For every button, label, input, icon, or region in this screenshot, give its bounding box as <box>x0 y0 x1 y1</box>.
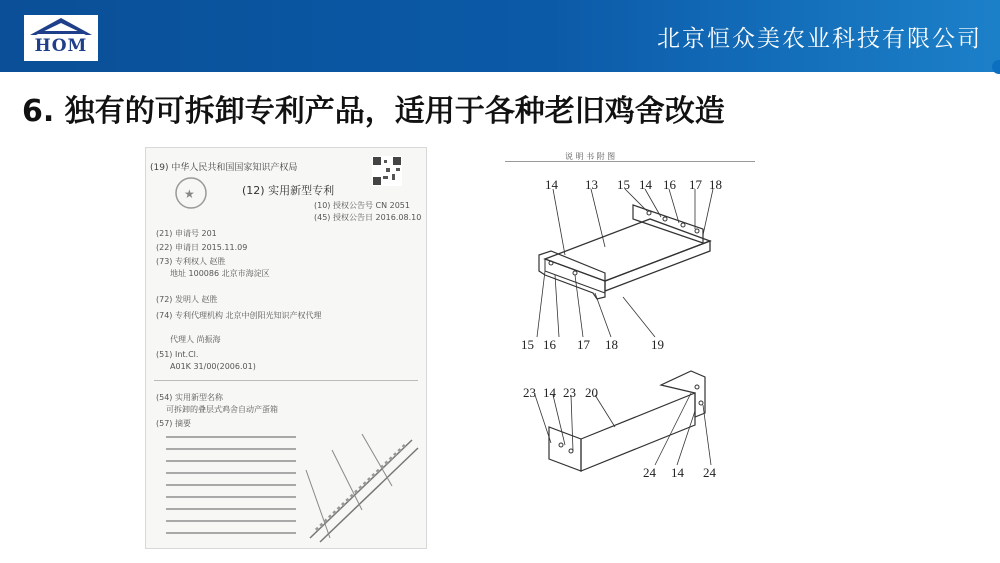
ref-label: 15 <box>521 337 534 352</box>
logo-text: HOM <box>34 36 88 56</box>
patent-drawing <box>505 147 755 547</box>
patentee: (73) 专利权人 赵胜 <box>156 257 226 266</box>
drawing-header: 说 明 书 附 图 <box>565 152 616 161</box>
grant-number: (10) 授权公告号 CN 2051 <box>314 201 410 210</box>
ref-label: 14 <box>545 177 558 192</box>
abstract-text-line <box>166 472 296 474</box>
ref-label: 23 <box>563 385 576 400</box>
abstract-text-line <box>166 520 296 522</box>
patent-office-emblem-icon <box>174 176 208 210</box>
ref-label: 14 <box>543 385 556 400</box>
abstract-text-line <box>166 460 296 462</box>
inventor: (72) 发明人 赵胜 <box>156 295 218 304</box>
company-logo <box>24 15 98 61</box>
abstract-text-line <box>166 508 296 510</box>
utility-model-name-label: (54) 实用新型名称 <box>156 393 223 402</box>
abstract-text-line <box>166 532 296 534</box>
ref-label: 19 <box>651 337 664 352</box>
patent-document <box>145 147 427 549</box>
ref-label: 18 <box>605 337 618 352</box>
utility-model-name: 可拆卸的叠层式鸡舍自动产蛋箱 <box>166 405 278 414</box>
abstract-text-line <box>166 496 296 498</box>
ref-label: 16 <box>543 337 556 352</box>
header-bar <box>0 0 1000 72</box>
abstract-figure <box>302 430 420 546</box>
application-date: (22) 申请日 2015.11.09 <box>156 243 248 252</box>
ref-label: 23 <box>523 385 536 400</box>
abstract-text-line <box>166 436 296 438</box>
ref-label: 18 <box>709 177 722 192</box>
ref-label: 24 <box>643 465 656 480</box>
ref-label: 20 <box>585 385 598 400</box>
svg-text:★: ★ <box>184 187 195 201</box>
corner-dot-decoration <box>992 60 1000 74</box>
ref-label: 13 <box>585 177 598 192</box>
patent-office-header: (19) 中华人民共和国国家知识产权局 <box>150 163 298 173</box>
qr-code-icon <box>372 156 402 186</box>
patent-doc-type: (12) 实用新型专利 <box>242 184 335 197</box>
abstract-text-line <box>166 448 296 450</box>
grant-date: (45) 授权公告日 2016.08.10 <box>314 213 422 222</box>
doc-divider <box>154 380 418 381</box>
ref-label: 24 <box>703 465 716 480</box>
ref-label: 17 <box>577 337 590 352</box>
company-name: 北京恒众美农业科技有限公司 <box>657 26 982 52</box>
application-number: (21) 申请号 201 <box>156 229 217 238</box>
int-cl: (51) Int.Cl. <box>156 350 199 359</box>
agent: 代理人 尚振海 <box>170 335 221 344</box>
abstract-label: (57) 摘要 <box>156 419 191 428</box>
slide-title: 6. 独有的可拆卸专利产品，适用于各种老旧鸡舍改造 <box>22 94 725 129</box>
ref-label: 15 <box>617 177 630 192</box>
ref-label: 16 <box>663 177 676 192</box>
ref-label: 14 <box>639 177 652 192</box>
patentee-address: 地址 100086 北京市海淀区 <box>170 269 270 278</box>
patent-agency: (74) 专利代理机构 北京中创阳光知识产权代理 <box>156 311 322 320</box>
int-cl-code: A01K 31/00(2006.01) <box>170 362 256 371</box>
ref-label: 14 <box>671 465 684 480</box>
abstract-text-line <box>166 484 296 486</box>
ref-label: 17 <box>689 177 702 192</box>
